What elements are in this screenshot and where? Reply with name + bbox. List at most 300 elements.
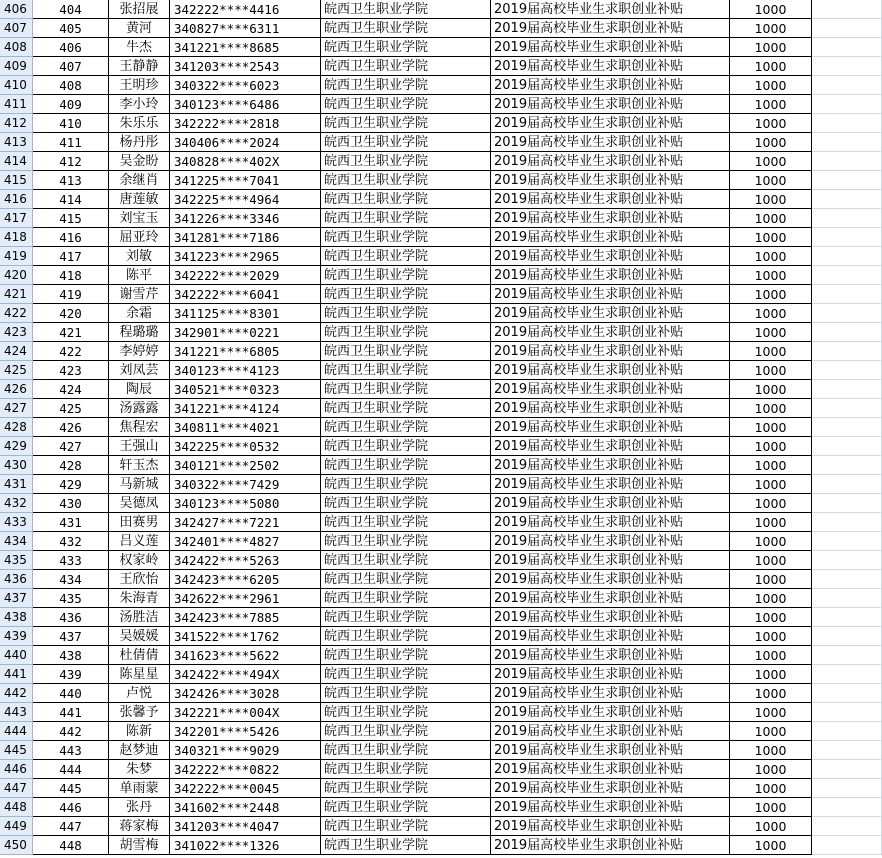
school-cell[interactable]: 皖西卫生职业学院	[321, 836, 491, 855]
id-number-cell[interactable]: 342622****2961	[170, 589, 321, 608]
serial-cell[interactable]: 448	[33, 836, 109, 855]
subsidy-item-cell[interactable]: 2019届高校毕业生求职创业补贴	[491, 551, 730, 570]
school-cell[interactable]: 皖西卫生职业学院	[321, 361, 491, 380]
subsidy-item-cell[interactable]: 2019届高校毕业生求职创业补贴	[491, 19, 730, 38]
empty-cell[interactable]	[812, 228, 882, 247]
serial-cell[interactable]: 412	[33, 152, 109, 171]
amount-cell[interactable]: 1000	[730, 152, 812, 171]
row-header[interactable]: 414	[0, 152, 33, 171]
school-cell[interactable]: 皖西卫生职业学院	[321, 456, 491, 475]
empty-cell[interactable]	[812, 152, 882, 171]
school-cell[interactable]: 皖西卫生职业学院	[321, 342, 491, 361]
serial-cell[interactable]: 418	[33, 266, 109, 285]
serial-cell[interactable]: 424	[33, 380, 109, 399]
id-number-cell[interactable]: 340521****0323	[170, 380, 321, 399]
subsidy-item-cell[interactable]: 2019届高校毕业生求职创业补贴	[491, 798, 730, 817]
name-cell[interactable]: 蒋家梅	[109, 817, 170, 836]
amount-cell[interactable]: 1000	[730, 323, 812, 342]
row-header[interactable]: 406	[0, 0, 33, 19]
id-number-cell[interactable]: 340322****7429	[170, 475, 321, 494]
empty-cell[interactable]	[812, 342, 882, 361]
name-cell[interactable]: 朱海青	[109, 589, 170, 608]
serial-cell[interactable]: 421	[33, 323, 109, 342]
empty-cell[interactable]	[812, 361, 882, 380]
name-cell[interactable]: 陶辰	[109, 380, 170, 399]
subsidy-item-cell[interactable]: 2019届高校毕业生求职创业补贴	[491, 741, 730, 760]
amount-cell[interactable]: 1000	[730, 836, 812, 855]
id-number-cell[interactable]: 340811****4021	[170, 418, 321, 437]
row-header[interactable]: 441	[0, 665, 33, 684]
empty-cell[interactable]	[812, 285, 882, 304]
row-header[interactable]: 443	[0, 703, 33, 722]
id-number-cell[interactable]: 341281****7186	[170, 228, 321, 247]
empty-cell[interactable]	[812, 570, 882, 589]
school-cell[interactable]: 皖西卫生职业学院	[321, 760, 491, 779]
name-cell[interactable]: 王明珍	[109, 76, 170, 95]
row-header[interactable]: 446	[0, 760, 33, 779]
empty-cell[interactable]	[812, 247, 882, 266]
row-header[interactable]: 422	[0, 304, 33, 323]
row-header[interactable]: 439	[0, 627, 33, 646]
row-header[interactable]: 415	[0, 171, 33, 190]
name-cell[interactable]: 汤露露	[109, 399, 170, 418]
name-cell[interactable]: 权家岭	[109, 551, 170, 570]
empty-cell[interactable]	[812, 380, 882, 399]
school-cell[interactable]: 皖西卫生职业学院	[321, 152, 491, 171]
id-number-cell[interactable]: 342427****7221	[170, 513, 321, 532]
empty-cell[interactable]	[812, 57, 882, 76]
row-header[interactable]: 436	[0, 570, 33, 589]
empty-cell[interactable]	[812, 836, 882, 855]
amount-cell[interactable]: 1000	[730, 361, 812, 380]
school-cell[interactable]: 皖西卫生职业学院	[321, 570, 491, 589]
empty-cell[interactable]	[812, 304, 882, 323]
serial-cell[interactable]: 442	[33, 722, 109, 741]
subsidy-item-cell[interactable]: 2019届高校毕业生求职创业补贴	[491, 779, 730, 798]
serial-cell[interactable]: 407	[33, 57, 109, 76]
subsidy-item-cell[interactable]: 2019届高校毕业生求职创业补贴	[491, 342, 730, 361]
subsidy-item-cell[interactable]: 2019届高校毕业生求职创业补贴	[491, 703, 730, 722]
school-cell[interactable]: 皖西卫生职业学院	[321, 494, 491, 513]
subsidy-item-cell[interactable]: 2019届高校毕业生求职创业补贴	[491, 114, 730, 133]
serial-cell[interactable]: 436	[33, 608, 109, 627]
subsidy-item-cell[interactable]: 2019届高校毕业生求职创业补贴	[491, 361, 730, 380]
subsidy-item-cell[interactable]: 2019届高校毕业生求职创业补贴	[491, 608, 730, 627]
row-header[interactable]: 442	[0, 684, 33, 703]
amount-cell[interactable]: 1000	[730, 190, 812, 209]
id-number-cell[interactable]: 341022****1326	[170, 836, 321, 855]
amount-cell[interactable]: 1000	[730, 475, 812, 494]
serial-cell[interactable]: 440	[33, 684, 109, 703]
subsidy-item-cell[interactable]: 2019届高校毕业生求职创业补贴	[491, 38, 730, 57]
school-cell[interactable]: 皖西卫生职业学院	[321, 380, 491, 399]
name-cell[interactable]: 黄河	[109, 19, 170, 38]
school-cell[interactable]: 皖西卫生职业学院	[321, 817, 491, 836]
name-cell[interactable]: 王静静	[109, 57, 170, 76]
subsidy-item-cell[interactable]: 2019届高校毕业生求职创业补贴	[491, 760, 730, 779]
school-cell[interactable]: 皖西卫生职业学院	[321, 209, 491, 228]
id-number-cell[interactable]: 342222****2029	[170, 266, 321, 285]
empty-cell[interactable]	[812, 266, 882, 285]
empty-cell[interactable]	[812, 589, 882, 608]
empty-cell[interactable]	[812, 399, 882, 418]
name-cell[interactable]: 余霜	[109, 304, 170, 323]
empty-cell[interactable]	[812, 665, 882, 684]
name-cell[interactable]: 牛杰	[109, 38, 170, 57]
subsidy-item-cell[interactable]: 2019届高校毕业生求职创业补贴	[491, 475, 730, 494]
amount-cell[interactable]: 1000	[730, 19, 812, 38]
school-cell[interactable]: 皖西卫生职业学院	[321, 171, 491, 190]
amount-cell[interactable]: 1000	[730, 171, 812, 190]
school-cell[interactable]: 皖西卫生职业学院	[321, 0, 491, 19]
row-header[interactable]: 407	[0, 19, 33, 38]
serial-cell[interactable]: 423	[33, 361, 109, 380]
id-number-cell[interactable]: 341221****4124	[170, 399, 321, 418]
row-header[interactable]: 421	[0, 285, 33, 304]
amount-cell[interactable]: 1000	[730, 798, 812, 817]
amount-cell[interactable]: 1000	[730, 570, 812, 589]
school-cell[interactable]: 皖西卫生职业学院	[321, 798, 491, 817]
amount-cell[interactable]: 1000	[730, 57, 812, 76]
name-cell[interactable]: 李小玲	[109, 95, 170, 114]
subsidy-item-cell[interactable]: 2019届高校毕业生求职创业补贴	[491, 285, 730, 304]
id-number-cell[interactable]: 340123****6486	[170, 95, 321, 114]
amount-cell[interactable]: 1000	[730, 513, 812, 532]
amount-cell[interactable]: 1000	[730, 418, 812, 437]
id-number-cell[interactable]: 340123****4123	[170, 361, 321, 380]
name-cell[interactable]: 卢悦	[109, 684, 170, 703]
id-number-cell[interactable]: 342222****0822	[170, 760, 321, 779]
row-header[interactable]: 426	[0, 380, 33, 399]
serial-cell[interactable]: 410	[33, 114, 109, 133]
school-cell[interactable]: 皖西卫生职业学院	[321, 76, 491, 95]
row-header[interactable]: 437	[0, 589, 33, 608]
subsidy-item-cell[interactable]: 2019届高校毕业生求职创业补贴	[491, 266, 730, 285]
empty-cell[interactable]	[812, 437, 882, 456]
serial-cell[interactable]: 434	[33, 570, 109, 589]
name-cell[interactable]: 吴德凤	[109, 494, 170, 513]
name-cell[interactable]: 张招展	[109, 0, 170, 19]
id-number-cell[interactable]: 342423****6205	[170, 570, 321, 589]
serial-cell[interactable]: 435	[33, 589, 109, 608]
empty-cell[interactable]	[812, 171, 882, 190]
empty-cell[interactable]	[812, 38, 882, 57]
subsidy-item-cell[interactable]: 2019届高校毕业生求职创业补贴	[491, 0, 730, 19]
amount-cell[interactable]: 1000	[730, 703, 812, 722]
name-cell[interactable]: 单雨蒙	[109, 779, 170, 798]
row-header[interactable]: 433	[0, 513, 33, 532]
serial-cell[interactable]: 427	[33, 437, 109, 456]
row-header[interactable]: 430	[0, 456, 33, 475]
id-number-cell[interactable]: 341221****6805	[170, 342, 321, 361]
id-number-cell[interactable]: 342422****494X	[170, 665, 321, 684]
serial-cell[interactable]: 444	[33, 760, 109, 779]
serial-cell[interactable]: 408	[33, 76, 109, 95]
row-header[interactable]: 410	[0, 76, 33, 95]
empty-cell[interactable]	[812, 19, 882, 38]
serial-cell[interactable]: 426	[33, 418, 109, 437]
school-cell[interactable]: 皖西卫生职业学院	[321, 19, 491, 38]
subsidy-item-cell[interactable]: 2019届高校毕业生求职创业补贴	[491, 95, 730, 114]
empty-cell[interactable]	[812, 741, 882, 760]
name-cell[interactable]: 张馨予	[109, 703, 170, 722]
subsidy-item-cell[interactable]: 2019届高校毕业生求职创业补贴	[491, 817, 730, 836]
amount-cell[interactable]: 1000	[730, 646, 812, 665]
amount-cell[interactable]: 1000	[730, 95, 812, 114]
school-cell[interactable]: 皖西卫生职业学院	[321, 665, 491, 684]
subsidy-item-cell[interactable]: 2019届高校毕业生求职创业补贴	[491, 722, 730, 741]
row-header[interactable]: 440	[0, 646, 33, 665]
serial-cell[interactable]: 441	[33, 703, 109, 722]
empty-cell[interactable]	[812, 114, 882, 133]
name-cell[interactable]: 刘敏	[109, 247, 170, 266]
id-number-cell[interactable]: 342222****2818	[170, 114, 321, 133]
row-header[interactable]: 409	[0, 57, 33, 76]
id-number-cell[interactable]: 341602****2448	[170, 798, 321, 817]
id-number-cell[interactable]: 341203****4047	[170, 817, 321, 836]
school-cell[interactable]: 皖西卫生职业学院	[321, 646, 491, 665]
subsidy-item-cell[interactable]: 2019届高校毕业生求职创业补贴	[491, 304, 730, 323]
serial-cell[interactable]: 443	[33, 741, 109, 760]
row-header[interactable]: 423	[0, 323, 33, 342]
row-header[interactable]: 429	[0, 437, 33, 456]
id-number-cell[interactable]: 340121****2502	[170, 456, 321, 475]
amount-cell[interactable]: 1000	[730, 114, 812, 133]
subsidy-item-cell[interactable]: 2019届高校毕业生求职创业补贴	[491, 133, 730, 152]
serial-cell[interactable]: 415	[33, 209, 109, 228]
school-cell[interactable]: 皖西卫生职业学院	[321, 304, 491, 323]
empty-cell[interactable]	[812, 418, 882, 437]
row-header[interactable]: 419	[0, 247, 33, 266]
school-cell[interactable]: 皖西卫生职业学院	[321, 741, 491, 760]
name-cell[interactable]: 张丹	[109, 798, 170, 817]
name-cell[interactable]: 吴媛媛	[109, 627, 170, 646]
amount-cell[interactable]: 1000	[730, 266, 812, 285]
school-cell[interactable]: 皖西卫生职业学院	[321, 38, 491, 57]
row-header[interactable]: 438	[0, 608, 33, 627]
id-number-cell[interactable]: 340322****6023	[170, 76, 321, 95]
name-cell[interactable]: 陈新	[109, 722, 170, 741]
school-cell[interactable]: 皖西卫生职业学院	[321, 95, 491, 114]
school-cell[interactable]: 皖西卫生职业学院	[321, 190, 491, 209]
row-header[interactable]: 411	[0, 95, 33, 114]
name-cell[interactable]: 焦程宏	[109, 418, 170, 437]
id-number-cell[interactable]: 342422****5263	[170, 551, 321, 570]
subsidy-item-cell[interactable]: 2019届高校毕业生求职创业补贴	[491, 76, 730, 95]
serial-cell[interactable]: 422	[33, 342, 109, 361]
id-number-cell[interactable]: 341226****3346	[170, 209, 321, 228]
name-cell[interactable]: 谢雪芹	[109, 285, 170, 304]
school-cell[interactable]: 皖西卫生职业学院	[321, 133, 491, 152]
amount-cell[interactable]: 1000	[730, 437, 812, 456]
amount-cell[interactable]: 1000	[730, 627, 812, 646]
row-header[interactable]: 420	[0, 266, 33, 285]
serial-cell[interactable]: 429	[33, 475, 109, 494]
name-cell[interactable]: 杨丹彤	[109, 133, 170, 152]
amount-cell[interactable]: 1000	[730, 342, 812, 361]
empty-cell[interactable]	[812, 323, 882, 342]
row-header[interactable]: 431	[0, 475, 33, 494]
id-number-cell[interactable]: 340406****2024	[170, 133, 321, 152]
empty-cell[interactable]	[812, 95, 882, 114]
amount-cell[interactable]: 1000	[730, 456, 812, 475]
amount-cell[interactable]: 1000	[730, 133, 812, 152]
school-cell[interactable]: 皖西卫生职业学院	[321, 703, 491, 722]
serial-cell[interactable]: 419	[33, 285, 109, 304]
school-cell[interactable]: 皖西卫生职业学院	[321, 114, 491, 133]
serial-cell[interactable]: 425	[33, 399, 109, 418]
subsidy-item-cell[interactable]: 2019届高校毕业生求职创业补贴	[491, 684, 730, 703]
id-number-cell[interactable]: 342401****4827	[170, 532, 321, 551]
id-number-cell[interactable]: 341125****8301	[170, 304, 321, 323]
row-header[interactable]: 412	[0, 114, 33, 133]
name-cell[interactable]: 杜倩倩	[109, 646, 170, 665]
name-cell[interactable]: 赵梦迪	[109, 741, 170, 760]
subsidy-item-cell[interactable]: 2019届高校毕业生求职创业补贴	[491, 589, 730, 608]
empty-cell[interactable]	[812, 494, 882, 513]
serial-cell[interactable]: 409	[33, 95, 109, 114]
row-header[interactable]: 432	[0, 494, 33, 513]
empty-cell[interactable]	[812, 532, 882, 551]
row-header[interactable]: 418	[0, 228, 33, 247]
amount-cell[interactable]: 1000	[730, 741, 812, 760]
id-number-cell[interactable]: 342222****4416	[170, 0, 321, 19]
row-header[interactable]: 435	[0, 551, 33, 570]
amount-cell[interactable]: 1000	[730, 285, 812, 304]
school-cell[interactable]: 皖西卫生职业学院	[321, 608, 491, 627]
subsidy-item-cell[interactable]: 2019届高校毕业生求职创业补贴	[491, 532, 730, 551]
id-number-cell[interactable]: 341221****8685	[170, 38, 321, 57]
serial-cell[interactable]: 416	[33, 228, 109, 247]
row-header[interactable]: 427	[0, 399, 33, 418]
id-number-cell[interactable]: 342423****7885	[170, 608, 321, 627]
empty-cell[interactable]	[812, 456, 882, 475]
id-number-cell[interactable]: 340321****9029	[170, 741, 321, 760]
row-header[interactable]: 434	[0, 532, 33, 551]
subsidy-item-cell[interactable]: 2019届高校毕业生求职创业补贴	[491, 152, 730, 171]
empty-cell[interactable]	[812, 133, 882, 152]
empty-cell[interactable]	[812, 76, 882, 95]
school-cell[interactable]: 皖西卫生职业学院	[321, 285, 491, 304]
empty-cell[interactable]	[812, 779, 882, 798]
empty-cell[interactable]	[812, 209, 882, 228]
serial-cell[interactable]: 428	[33, 456, 109, 475]
name-cell[interactable]: 陈平	[109, 266, 170, 285]
subsidy-item-cell[interactable]: 2019届高校毕业生求职创业补贴	[491, 437, 730, 456]
subsidy-item-cell[interactable]: 2019届高校毕业生求职创业补贴	[491, 399, 730, 418]
serial-cell[interactable]: 406	[33, 38, 109, 57]
school-cell[interactable]: 皖西卫生职业学院	[321, 418, 491, 437]
row-header[interactable]: 413	[0, 133, 33, 152]
serial-cell[interactable]: 420	[33, 304, 109, 323]
empty-cell[interactable]	[812, 703, 882, 722]
row-header[interactable]: 450	[0, 836, 33, 855]
subsidy-item-cell[interactable]: 2019届高校毕业生求职创业补贴	[491, 665, 730, 684]
name-cell[interactable]: 汤胜洁	[109, 608, 170, 627]
amount-cell[interactable]: 1000	[730, 608, 812, 627]
row-header[interactable]: 428	[0, 418, 33, 437]
serial-cell[interactable]: 433	[33, 551, 109, 570]
subsidy-item-cell[interactable]: 2019届高校毕业生求职创业补贴	[491, 228, 730, 247]
id-number-cell[interactable]: 341623****5622	[170, 646, 321, 665]
subsidy-item-cell[interactable]: 2019届高校毕业生求职创业补贴	[491, 646, 730, 665]
name-cell[interactable]: 胡雪梅	[109, 836, 170, 855]
subsidy-item-cell[interactable]: 2019届高校毕业生求职创业补贴	[491, 418, 730, 437]
subsidy-item-cell[interactable]: 2019届高校毕业生求职创业补贴	[491, 456, 730, 475]
id-number-cell[interactable]: 342222****6041	[170, 285, 321, 304]
amount-cell[interactable]: 1000	[730, 228, 812, 247]
serial-cell[interactable]: 447	[33, 817, 109, 836]
amount-cell[interactable]: 1000	[730, 779, 812, 798]
amount-cell[interactable]: 1000	[730, 399, 812, 418]
id-number-cell[interactable]: 340123****5080	[170, 494, 321, 513]
name-cell[interactable]: 朱乐乐	[109, 114, 170, 133]
id-number-cell[interactable]: 342225****0532	[170, 437, 321, 456]
school-cell[interactable]: 皖西卫生职业学院	[321, 513, 491, 532]
serial-cell[interactable]: 417	[33, 247, 109, 266]
subsidy-item-cell[interactable]: 2019届高校毕业生求职创业补贴	[491, 209, 730, 228]
subsidy-item-cell[interactable]: 2019届高校毕业生求职创业补贴	[491, 627, 730, 646]
id-number-cell[interactable]: 340827****6311	[170, 19, 321, 38]
serial-cell[interactable]: 437	[33, 627, 109, 646]
serial-cell[interactable]: 445	[33, 779, 109, 798]
school-cell[interactable]: 皖西卫生职业学院	[321, 247, 491, 266]
empty-cell[interactable]	[812, 817, 882, 836]
empty-cell[interactable]	[812, 608, 882, 627]
name-cell[interactable]: 轩玉杰	[109, 456, 170, 475]
school-cell[interactable]: 皖西卫生职业学院	[321, 684, 491, 703]
row-header[interactable]: 448	[0, 798, 33, 817]
name-cell[interactable]: 刘凤芸	[109, 361, 170, 380]
empty-cell[interactable]	[812, 646, 882, 665]
row-header[interactable]: 447	[0, 779, 33, 798]
amount-cell[interactable]: 1000	[730, 817, 812, 836]
name-cell[interactable]: 马新城	[109, 475, 170, 494]
subsidy-item-cell[interactable]: 2019届高校毕业生求职创业补贴	[491, 494, 730, 513]
subsidy-item-cell[interactable]: 2019届高校毕业生求职创业补贴	[491, 247, 730, 266]
subsidy-item-cell[interactable]: 2019届高校毕业生求职创业补贴	[491, 190, 730, 209]
name-cell[interactable]: 田赛男	[109, 513, 170, 532]
serial-cell[interactable]: 438	[33, 646, 109, 665]
name-cell[interactable]: 余继肖	[109, 171, 170, 190]
serial-cell[interactable]: 439	[33, 665, 109, 684]
row-header[interactable]: 416	[0, 190, 33, 209]
id-number-cell[interactable]: 341203****2543	[170, 57, 321, 76]
school-cell[interactable]: 皖西卫生职业学院	[321, 779, 491, 798]
row-header[interactable]: 424	[0, 342, 33, 361]
school-cell[interactable]: 皖西卫生职业学院	[321, 589, 491, 608]
subsidy-item-cell[interactable]: 2019届高校毕业生求职创业补贴	[491, 323, 730, 342]
school-cell[interactable]: 皖西卫生职业学院	[321, 722, 491, 741]
school-cell[interactable]: 皖西卫生职业学院	[321, 532, 491, 551]
name-cell[interactable]: 程璐璐	[109, 323, 170, 342]
row-header[interactable]: 445	[0, 741, 33, 760]
school-cell[interactable]: 皖西卫生职业学院	[321, 57, 491, 76]
amount-cell[interactable]: 1000	[730, 551, 812, 570]
amount-cell[interactable]: 1000	[730, 0, 812, 19]
id-number-cell[interactable]: 342225****4964	[170, 190, 321, 209]
id-number-cell[interactable]: 342222****0045	[170, 779, 321, 798]
id-number-cell[interactable]: 342426****3028	[170, 684, 321, 703]
row-header[interactable]: 425	[0, 361, 33, 380]
serial-cell[interactable]: 405	[33, 19, 109, 38]
school-cell[interactable]: 皖西卫生职业学院	[321, 551, 491, 570]
amount-cell[interactable]: 1000	[730, 38, 812, 57]
name-cell[interactable]: 陈星星	[109, 665, 170, 684]
subsidy-item-cell[interactable]: 2019届高校毕业生求职创业补贴	[491, 57, 730, 76]
amount-cell[interactable]: 1000	[730, 684, 812, 703]
serial-cell[interactable]: 413	[33, 171, 109, 190]
